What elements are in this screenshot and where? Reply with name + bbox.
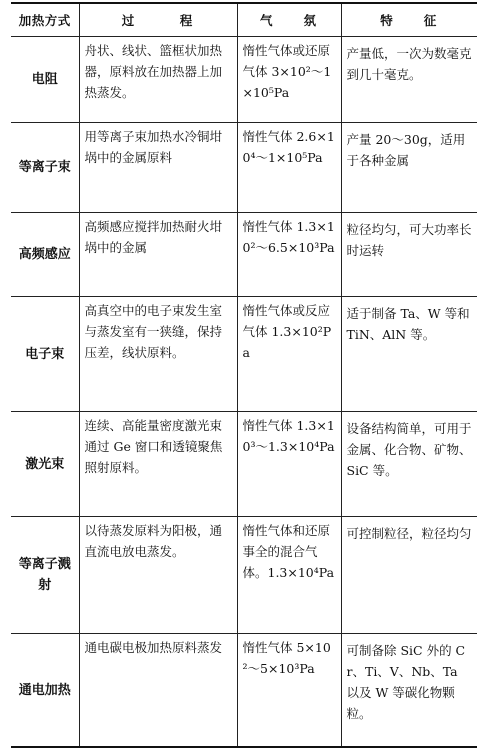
heating-methods-table [11,2,477,748]
method-cell: 通电加热 [11,634,79,748]
feature-cell: 产量低，一次为数毫克到几十毫克。 [341,37,477,123]
atmosphere-cell: 惰性气体和还原事全的混合气体。1.3×10⁴Pa [237,517,341,634]
table-row [11,37,477,123]
process-cell: 通电碳电极加热原料蒸发 [79,634,237,748]
header-atmosphere: 气 氛 [237,3,341,37]
method-cell: 电阻 [11,37,79,123]
feature-cell: 粒径均匀，可大功率长时运转 [341,213,477,297]
process-cell: 高真空中的电子束发生室与蒸发室有一狭缝，保持压差，线状原料。 [79,297,237,412]
table-row [11,123,477,213]
process-cell: 用等离子束加热水冷铜坩埚中的金属原料 [79,123,237,213]
header-process: 过 程 [79,3,237,37]
method-cell: 电子束 [11,297,79,412]
feature-cell: 可制备除 SiC 外的 Cr、Ti、V、Nb、Ta 以及 W 等碳化物颗粒。 [341,634,477,748]
method-cell: 高频感应 [11,213,79,297]
table-row [11,634,477,748]
atmosphere-cell: 惰性气体或还原气体 3×10²～1×10⁵Pa [237,37,341,123]
process-cell: 舟状、线状、篮框状加热器，原料放在加热器上加热蒸发。 [79,37,237,123]
atmosphere-cell: 惰性气体或反应气体 1.3×10²Pa [237,297,341,412]
atmosphere-cell: 惰性气体 2.6×10⁴～1×10⁵Pa [237,123,341,213]
process-cell: 连续、高能量密度激光束通过 Ge 窗口和透镜聚焦照射原料。 [79,412,237,517]
feature-cell: 可控制粒径，粒径均匀 [341,517,477,634]
header-feature: 特 征 [341,3,477,37]
table-row [11,412,477,517]
feature-cell: 设备结构简单，可用于金属、化合物、矿物、SiC 等。 [341,412,477,517]
header-row [11,3,477,37]
table-row [11,517,477,634]
atmosphere-cell: 惰性气体 5×10²～5×10³Pa [237,634,341,748]
feature-cell: 适于制备 Ta、W 等和 TiN、AlN 等。 [341,297,477,412]
process-cell: 高频感应搅拌加热耐火坩埚中的金属 [79,213,237,297]
atmosphere-cell: 惰性气体 1.3×10²～6.5×10³Pa [237,213,341,297]
method-cell: 激光束 [11,412,79,517]
method-cell: 等离子溅射 [11,517,79,634]
atmosphere-cell: 惰性气体 1.3×10³～1.3×10⁴Pa [237,412,341,517]
table-row [11,213,477,297]
method-cell: 等离子束 [11,123,79,213]
feature-cell: 产量 20～30g，适用于各种金属 [341,123,477,213]
table-row [11,297,477,412]
header-method: 加热方式 [11,3,79,37]
process-cell: 以待蒸发原料为阳极，通直流电放电蒸发。 [79,517,237,634]
